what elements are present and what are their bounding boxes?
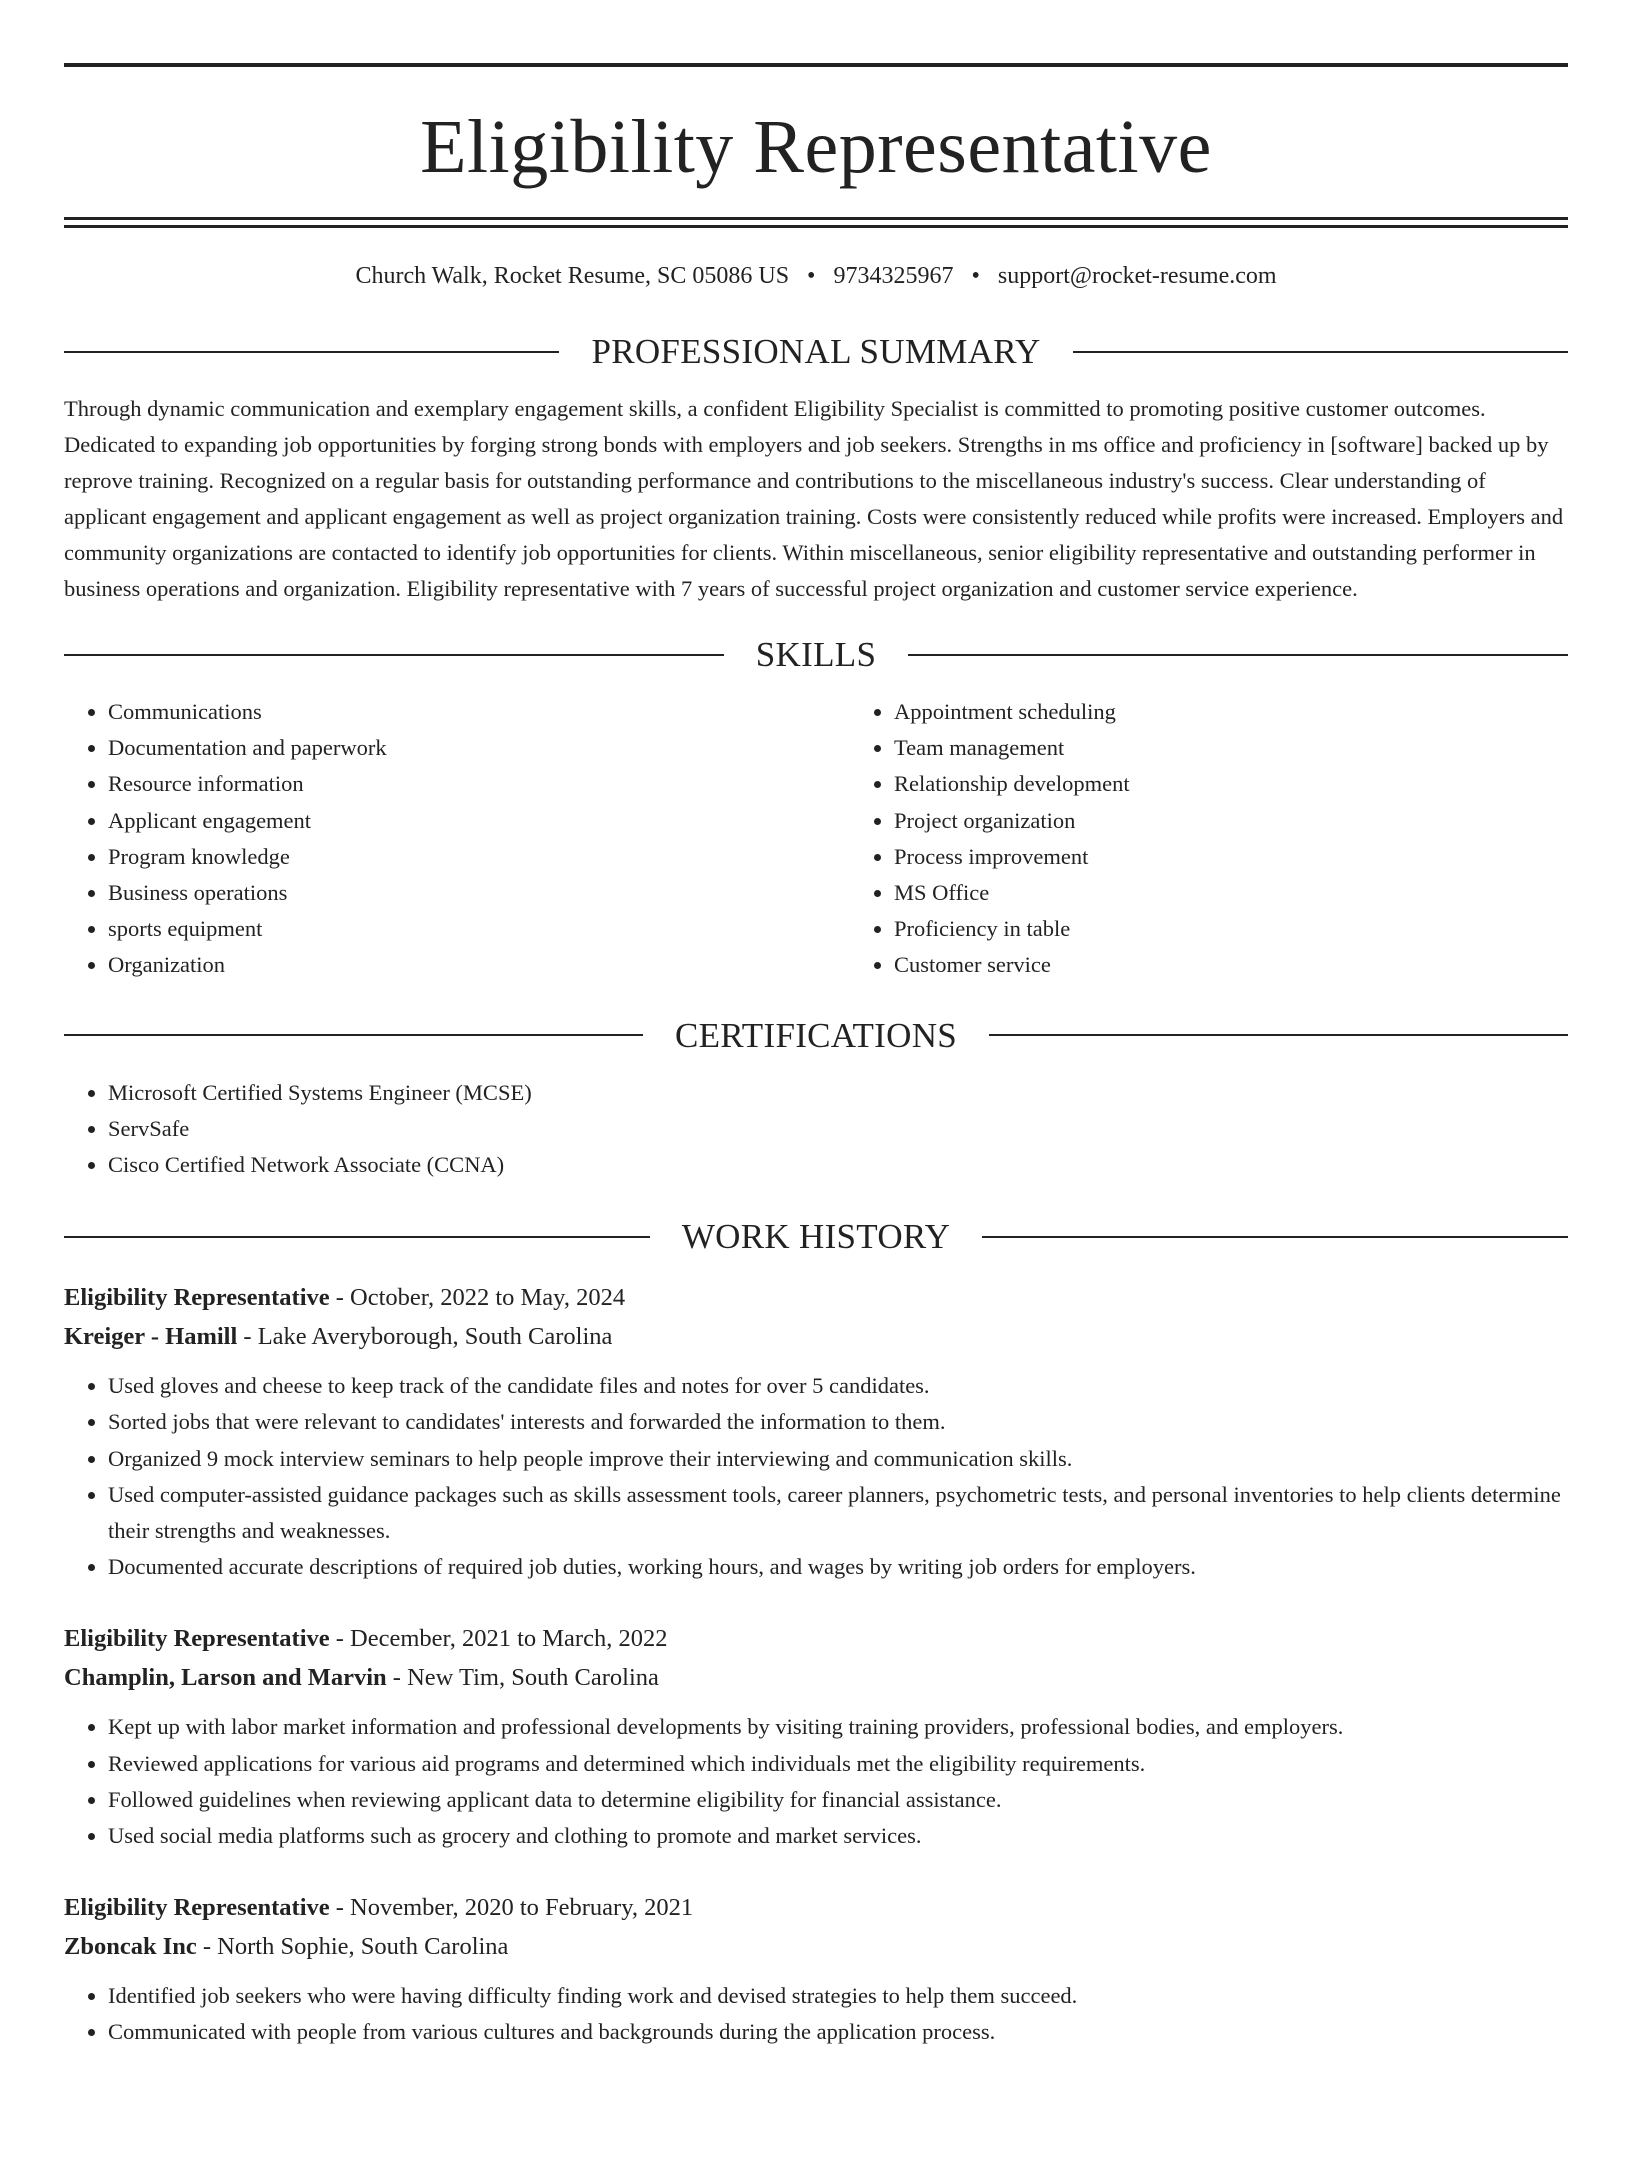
certifications-title: CERTIFICATIONS (674, 1015, 958, 1055)
list-item: • Microsoft Certified Systems Engineer (MCSE) (108, 1075, 1568, 1111)
contact-separator: • (807, 263, 816, 289)
list-item: • Identified job seekers who were having difficulty finding work and devised strategies to help them succeed. (108, 1978, 1568, 2014)
list-item: • Organized 9 mock interview seminars to help people improve their interviewing and communication skills. (108, 1441, 1568, 1477)
list-item: • Business operations (108, 875, 850, 911)
resume-page (0, 63, 1632, 2051)
job-title-line (64, 1888, 1568, 1927)
job-company-line (64, 1658, 1568, 1697)
job-title-line (64, 1278, 1568, 1317)
list-item: • Appointment scheduling (894, 694, 1130, 730)
job-company: Champlin, Larson and Marvin (64, 1664, 387, 1692)
job-entry (64, 1888, 1568, 2050)
double-rule (64, 217, 1568, 228)
list-item: • Documentation and paperwork (108, 730, 850, 766)
list-item: • Used computer-assisted guidance packages such as skills assessment tools, career planners, psychometric tests, and personal inventories to help clients determine their strengths and weaknesses. (108, 1477, 1568, 1549)
summary-title: PROFESSIONAL SUMMARY (591, 332, 1041, 371)
section-heading-summary (64, 334, 1568, 369)
work-history (64, 1278, 1568, 2050)
resume-name: Eligibility Representative (420, 105, 1212, 189)
section-heading-certifications (64, 1015, 1568, 1055)
job-title: Eligibility Representative (64, 1625, 330, 1653)
work-title: WORK HISTORY (681, 1217, 951, 1257)
contact-email: support@rocket-resume.com (997, 263, 1277, 289)
list-item: • Relationship development (894, 766, 1130, 802)
job-dates: - December, 2021 to March, 2022 (329, 1625, 668, 1653)
list-item: • sports equipment (108, 911, 850, 947)
job-location: - Lake Averyborough, South Carolina (237, 1323, 613, 1351)
list-item: • Customer service (894, 947, 1130, 983)
job-title: Eligibility Representative (64, 1284, 330, 1312)
list-item: • Process improvement (894, 839, 1130, 875)
list-item: • Used gloves and cheese to keep track of the candidate files and notes for over 5 candidates. (108, 1368, 1568, 1404)
job-entry (64, 1278, 1568, 1585)
job-location: - New Tim, South Carolina (386, 1664, 659, 1692)
section-heading-work (64, 1217, 1568, 1257)
skills-columns (64, 694, 1568, 984)
job-bullets (64, 1709, 1568, 1854)
contact-phone: 9734325967 (833, 263, 954, 289)
skills-list-right (850, 694, 1130, 984)
job-title: Eligibility Representative (64, 1894, 330, 1922)
list-item: • Applicant engagement (108, 803, 850, 839)
list-item: • Team management (894, 730, 1130, 766)
list-item: • Sorted jobs that were relevant to candidates' interests and forwarded the information to them. (108, 1404, 1568, 1440)
job-company-line (64, 1927, 1568, 1966)
job-company: Zboncak Inc (64, 1933, 197, 1961)
job-company: Kreiger - Hamill (64, 1323, 238, 1351)
top-rule (64, 63, 1568, 67)
list-item: • Cisco Certified Network Associate (CCNA) (108, 1147, 1568, 1183)
job-bullets (64, 1978, 1568, 2050)
section-heading-skills (64, 637, 1568, 672)
skills-title: SKILLS (755, 635, 877, 674)
list-item: • Kept up with labor market information and professional developments by visiting training providers, professional bodies, and employers. (108, 1709, 1568, 1745)
list-item: • Organization (108, 947, 850, 983)
list-item: • ServSafe (108, 1111, 1568, 1147)
job-entry (64, 1619, 1568, 1854)
list-item: • Resource information (108, 766, 850, 802)
job-location: - North Sophie, South Carolina (196, 1933, 509, 1961)
job-title-line (64, 1619, 1568, 1658)
list-item: • Documented accurate descriptions of required job duties, working hours, and wages by writing job orders for employers. (108, 1549, 1568, 1585)
job-dates: - October, 2022 to May, 2024 (329, 1284, 626, 1312)
summary-text: Through dynamic communication and exemplary engagement skills, a confident Eligibility Specialist is committed to promoting positive customer outcomes. Dedicated to expanding job opportunities by forging strong bonds with employers and job seekers. Strengths in ms office and proficiency in [software] backed up by reprove training. Recognized on a regular basis for outstanding performance and contributions to the miscellaneous industry's success. Clear understanding of applicant engagement and applicant engagement as well as project organization training. Costs were consistently reduced while profits were increased. Employers and community organizations are contacted to identify job opportunities for clients. Within miscellaneous, senior eligibility representative and outstanding performer in business operations and organization. Eligibility representative with 7 years of successful project organization and customer service experience. (64, 396, 1564, 601)
list-item: • Program knowledge (108, 839, 850, 875)
skills-list-left (64, 694, 850, 984)
contact-separator: • (971, 263, 980, 289)
contact-address: Church Walk, Rocket Resume, SC 05086 US (355, 263, 790, 289)
job-company-line (64, 1317, 1568, 1356)
list-item: • MS Office (894, 875, 1130, 911)
list-item: • Used social media platforms such as grocery and clothing to promote and market services. (108, 1818, 1568, 1854)
list-item: • Followed guidelines when reviewing applicant data to determine eligibility for financial assistance. (108, 1782, 1568, 1818)
list-item: • Reviewed applications for various aid programs and determined which individuals met the eligibility requirements. (108, 1746, 1568, 1782)
list-item: • Communications (108, 694, 850, 730)
list-item: • Proficiency in table (894, 911, 1130, 947)
list-item: • Communicated with people from various cultures and backgrounds during the application process. (108, 2014, 1568, 2050)
certifications-list (64, 1075, 1568, 1184)
job-dates: - November, 2020 to February, 2021 (329, 1894, 694, 1922)
job-bullets (64, 1368, 1568, 1585)
list-item: • Project organization (894, 803, 1130, 839)
contact-line (64, 264, 1568, 288)
